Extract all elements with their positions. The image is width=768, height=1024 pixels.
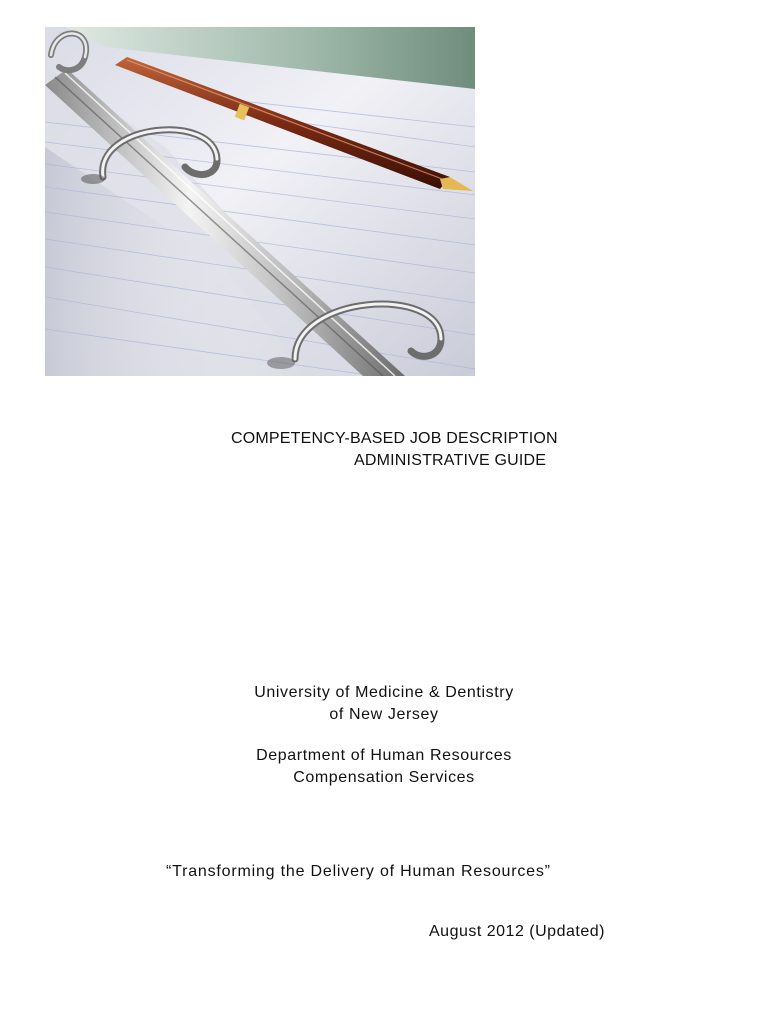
slogan: “Transforming the Delivery of Human Resources” [166,863,551,880]
cover-photo [45,27,475,376]
organization-name-line-2: of New Jersey [329,706,439,723]
department-unit: Compensation Services [293,769,475,786]
publication-date: August 2012 (Updated) [429,923,605,940]
department-name: Department of Human Resources [256,747,512,764]
document-title-line-2: ADMINISTRATIVE GUIDE [354,452,547,469]
document-title-line-1: COMPETENCY-BASED JOB DESCRIPTION [231,430,558,447]
organization-name-line-1: University of Medicine & Dentistry [254,684,514,701]
